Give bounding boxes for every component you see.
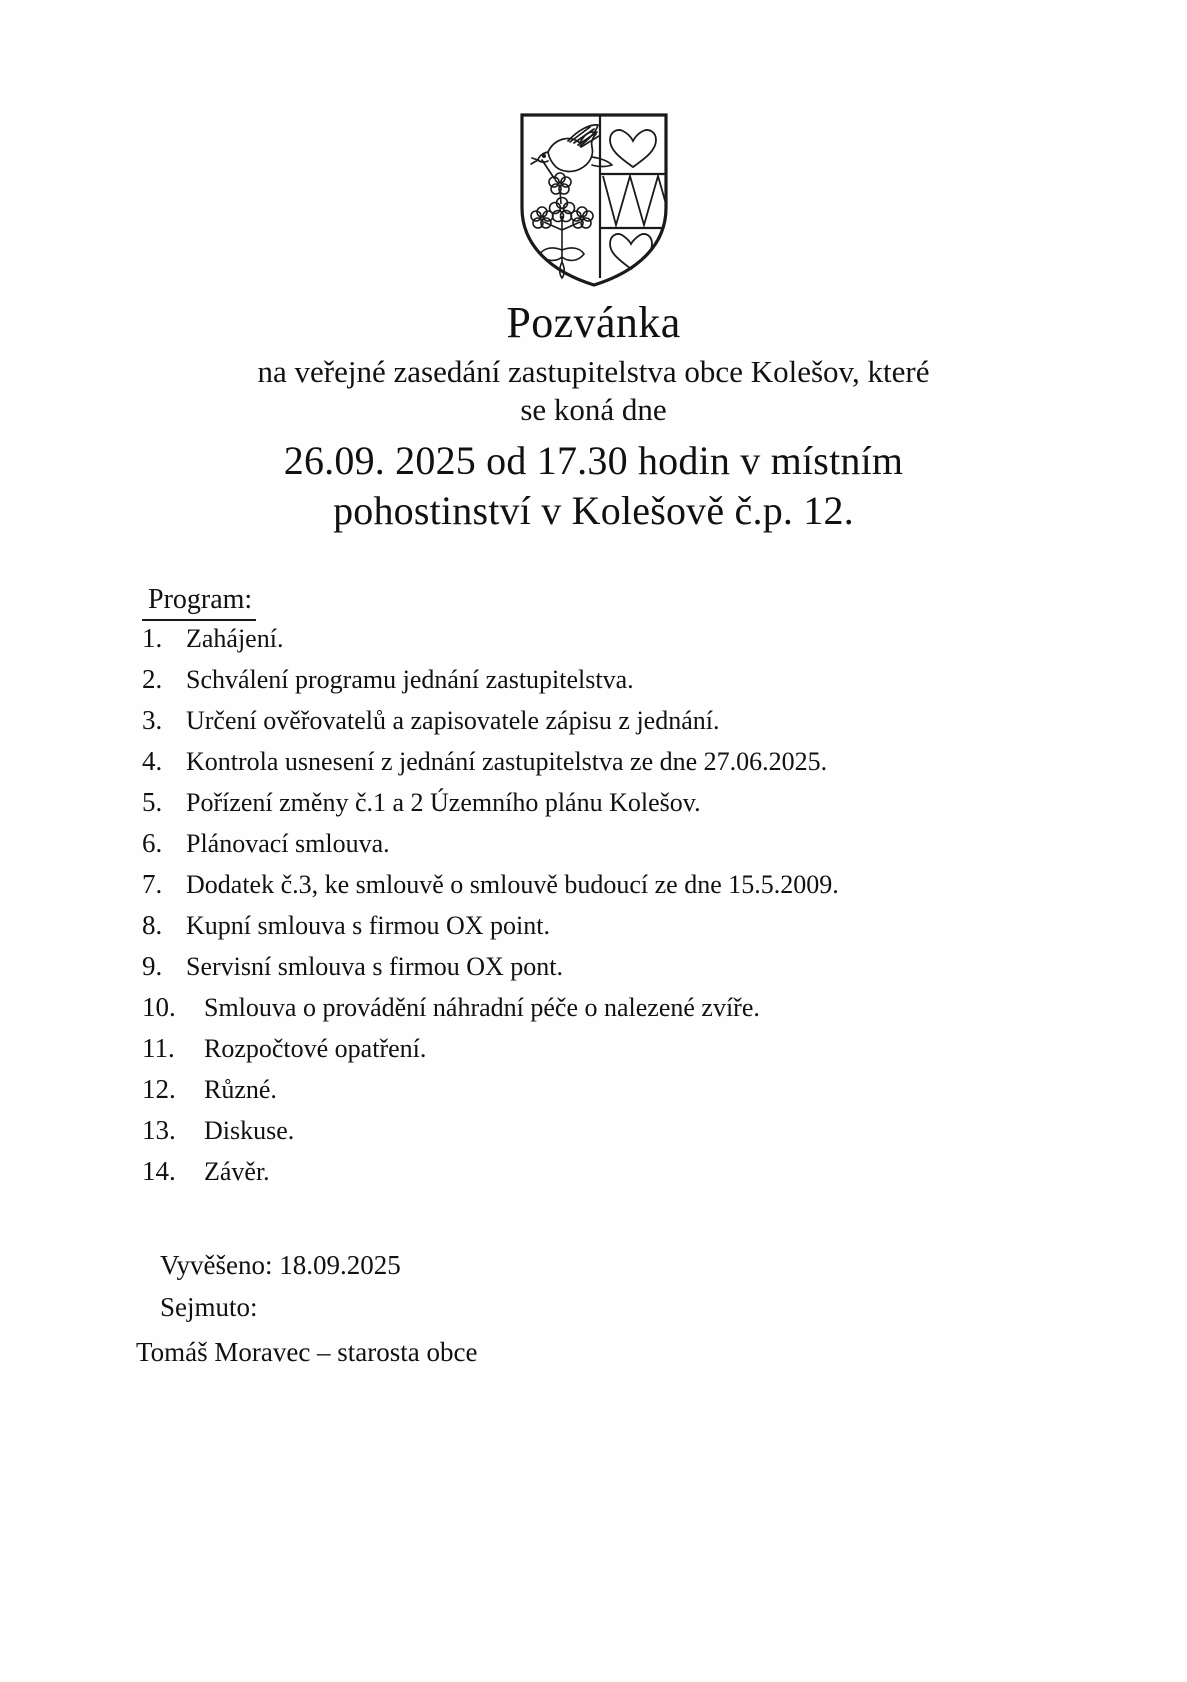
program-item bbox=[142, 745, 1069, 776]
program-item bbox=[142, 622, 1069, 653]
program-item-number: 6. bbox=[142, 827, 163, 858]
program-item-text: Kupní smlouva s firmou OX point. bbox=[186, 910, 550, 940]
program-item-number: 5. bbox=[142, 786, 163, 817]
program-item-text: Závěr. bbox=[204, 1156, 270, 1186]
program-item-text: Diskuse. bbox=[204, 1115, 295, 1145]
program-item bbox=[142, 827, 1069, 858]
program-item-text: Rozpočtové opatření. bbox=[204, 1033, 427, 1063]
event-line-2: pohostinství v Kolešově č.p. 12. bbox=[333, 487, 854, 533]
program-item bbox=[142, 663, 1069, 694]
coat-of-arms-container bbox=[0, 112, 1187, 288]
coat-of-arms-icon bbox=[518, 112, 670, 288]
event-line-1: 26.09. 2025 od 17.30 hodin v místním bbox=[283, 437, 904, 483]
program-list bbox=[142, 622, 1069, 1186]
program-item-text: Kontrola usnesení z jednání zastupitelstva ze dne 27.06.2025. bbox=[186, 746, 828, 776]
program-item bbox=[142, 991, 1069, 1022]
program-item-number: 10. bbox=[142, 991, 176, 1022]
program-item-number: 9. bbox=[142, 950, 163, 981]
program-item-text: Pořízení změny č.1 a 2 Územního plánu Kolešov. bbox=[186, 787, 701, 817]
program-item-number: 4. bbox=[142, 745, 163, 776]
removed-date: Sejmuto: bbox=[160, 1292, 258, 1323]
title-block bbox=[0, 300, 1187, 536]
program-item bbox=[142, 786, 1069, 817]
program-item-text: Zahájení. bbox=[186, 623, 284, 653]
program-item-number: 8. bbox=[142, 909, 163, 940]
program-item bbox=[142, 1155, 1069, 1186]
page-title: Pozvánka bbox=[506, 298, 681, 347]
event-datetime-block bbox=[0, 436, 1187, 537]
program-item bbox=[142, 868, 1069, 899]
subtitle-line-2: se koná dne bbox=[520, 392, 667, 428]
program-heading: Program: bbox=[142, 583, 256, 621]
program-item-text: Plánovací smlouva. bbox=[186, 828, 390, 858]
program-item-number: 14. bbox=[142, 1155, 176, 1186]
program-item-text: Různé. bbox=[204, 1074, 277, 1104]
program-item bbox=[142, 950, 1069, 981]
program-item-number: 3. bbox=[142, 704, 163, 735]
program-item bbox=[142, 704, 1069, 735]
program-item-number: 1. bbox=[142, 622, 163, 653]
program-item-text: Smlouva o provádění náhradní péče o nalezené zvíře. bbox=[204, 992, 760, 1022]
program-item-number: 7. bbox=[142, 868, 163, 899]
program-item bbox=[142, 1032, 1069, 1063]
footer-section bbox=[0, 1246, 1187, 1375]
posted-date: Vyvěšeno: 18.09.2025 bbox=[160, 1250, 401, 1280]
program-item-text: Určení ověřovatelů a zapisovatele zápisu z jednání. bbox=[186, 705, 720, 735]
program-item bbox=[142, 1114, 1069, 1145]
program-section bbox=[0, 583, 1187, 1199]
program-item-text: Dodatek č.3, ke smlouvě o smlouvě budoucí ze dne 15.5.2009. bbox=[186, 869, 839, 899]
program-item-number: 11. bbox=[142, 1032, 175, 1063]
program-item-text: Servisní smlouva s firmou OX pont. bbox=[186, 951, 563, 981]
program-item bbox=[142, 1073, 1069, 1104]
program-item bbox=[142, 909, 1069, 940]
program-item-text: Schválení programu jednání zastupitelstva. bbox=[186, 664, 634, 694]
program-item-number: 12. bbox=[142, 1073, 176, 1104]
mayor-signature: Tomáš Moravec – starosta obce bbox=[136, 1336, 478, 1367]
program-item-number: 2. bbox=[142, 663, 163, 694]
program-item-number: 13. bbox=[142, 1114, 176, 1145]
subtitle-line-1: na veřejné zasedání zastupitelstva obce Kolešov, které bbox=[257, 353, 930, 389]
